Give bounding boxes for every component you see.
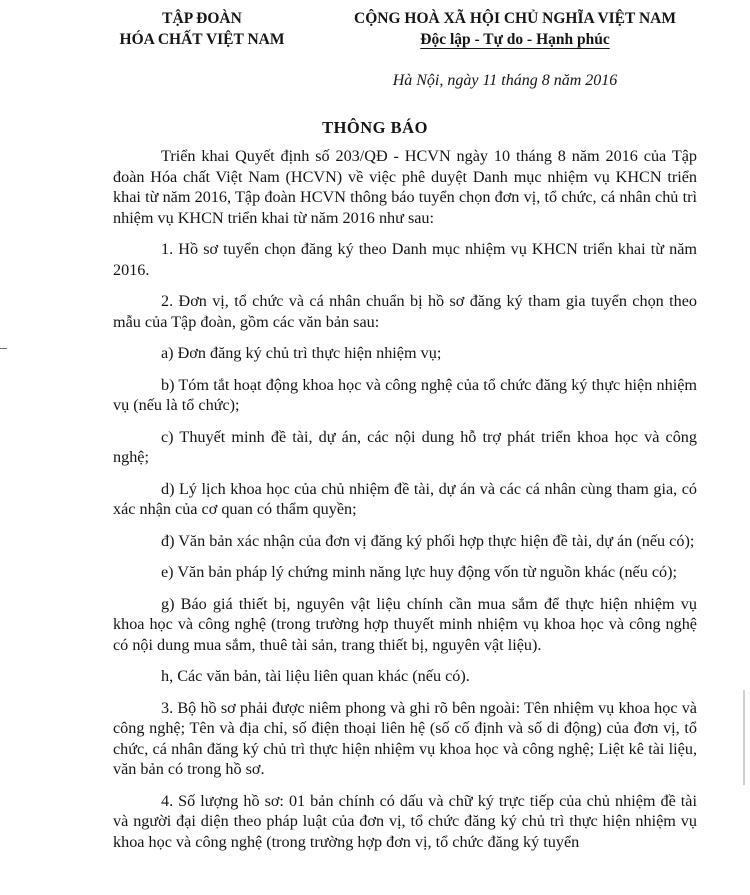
issuing-organization: [102, 8, 302, 50]
intro-paragraph: Triển khai Quyết định số 203/QĐ - HCVN ngày 10 tháng 8 năm 2016 của Tập đoàn Hóa chất Việt Nam (HCVN) về việc phê duyệt Danh mục nhiệm vụ KHCN triển khai từ năm 2016, Tập đoàn HCVN thông báo tuyển chọn đơn vị, tổ chức, cá nhân chủ trì nhiệm vụ KHCN triển khai từ năm 2016 như sau:: [113, 147, 697, 227]
scan-edge-mark: [0, 348, 7, 349]
item-2dd: đ) Văn bản xác nhận của đơn vị đăng ký phối hợp thực hiện đề tài, dự án (nếu có);: [161, 531, 695, 550]
item-2a: a) Đơn đăng ký chủ trì thực hiện nhiệm vụ;: [161, 344, 442, 362]
item-2h: h, Các văn bản, tài liệu liên quan khác (nếu có).: [161, 667, 470, 685]
item-2c: c) Thuyết minh đề tài, dự án, các nội dung hỗ trợ phát triển khoa học và công nghệ;: [113, 427, 697, 466]
issue-date: Hà Nội, ngày 11 tháng 8 năm 2016: [392, 72, 618, 89]
national-heading: [320, 8, 710, 50]
document-body: [113, 146, 697, 852]
item-1: 1. Hồ sơ tuyển chọn đăng ký theo Danh mục nhiệm vụ KHCN triển khai từ năm 2016.: [113, 240, 697, 279]
item-2e: e) Văn bản pháp lý chứng minh năng lực huy động vốn từ nguồn khác (nếu có);: [161, 563, 678, 581]
org-name-line2: HÓA CHẤT VIỆT NAM: [119, 31, 285, 48]
item-2b: b) Tóm tắt hoạt động khoa học và công nghệ của tổ chức đăng ký thực hiện nhiệm vụ (nếu là tổ chức);: [113, 375, 697, 414]
item-2: 2. Đơn vị, tổ chức và cá nhân chuẩn bị hồ sơ đăng ký tham gia tuyển chọn theo mẫu của Tập đoàn, gồm các văn bản sau:: [113, 292, 697, 331]
item-4: 4. Số lượng hồ sơ: 01 bản chính có dấu và chữ ký trực tiếp của chủ nhiệm đề tài và người đại diện theo pháp luật của đơn vị, tổ chức đăng ký chủ trì thực hiện nhiệm vụ khoa học và công nghệ (trong trường hợp đơn vị, tổ chức đăng ký tuyển: [113, 791, 697, 851]
national-motto: Độc lập - Tự do - Hạnh phúc: [420, 31, 610, 48]
document-title: THÔNG BÁO: [322, 118, 428, 137]
item-2g: g) Báo giá thiết bị, nguyên vật liệu chính cần mua sắm để thực hiện nhiệm vụ khoa học và công nghệ (trong trường hợp thuyết minh nhiệm vụ khoa học và công nghệ có nội dung mua sắm, thuê tài sản, trang thiết bị, nguyên vật liệu).: [113, 594, 697, 654]
item-2d: d) Lý lịch khoa học của chủ nhiệm đề tài, dự án và các cá nhân cùng tham gia, có xác nhận của cơ quan có thẩm quyền;: [113, 479, 697, 518]
nation-name: CỘNG HOÀ XÃ HỘI CHỦ NGHĨA VIỆT NAM: [354, 10, 676, 27]
org-name-line1: TẬP ĐOÀN: [162, 10, 242, 27]
item-3: 3. Bộ hồ sơ phải được niêm phong và ghi rõ bên ngoài: Tên nhiệm vụ khoa học và công nghệ; Tên và địa chỉ, số điện thoại liên hệ (số cố định và số di động) của đơn vị, tổ chức, cá nhân đăng ký chủ trì thực hiện nhiệm vụ khoa học và công nghệ; Liệt kê tài liệu, văn bản có trong hồ sơ.: [113, 698, 697, 778]
scan-edge-shadow: [743, 690, 745, 785]
